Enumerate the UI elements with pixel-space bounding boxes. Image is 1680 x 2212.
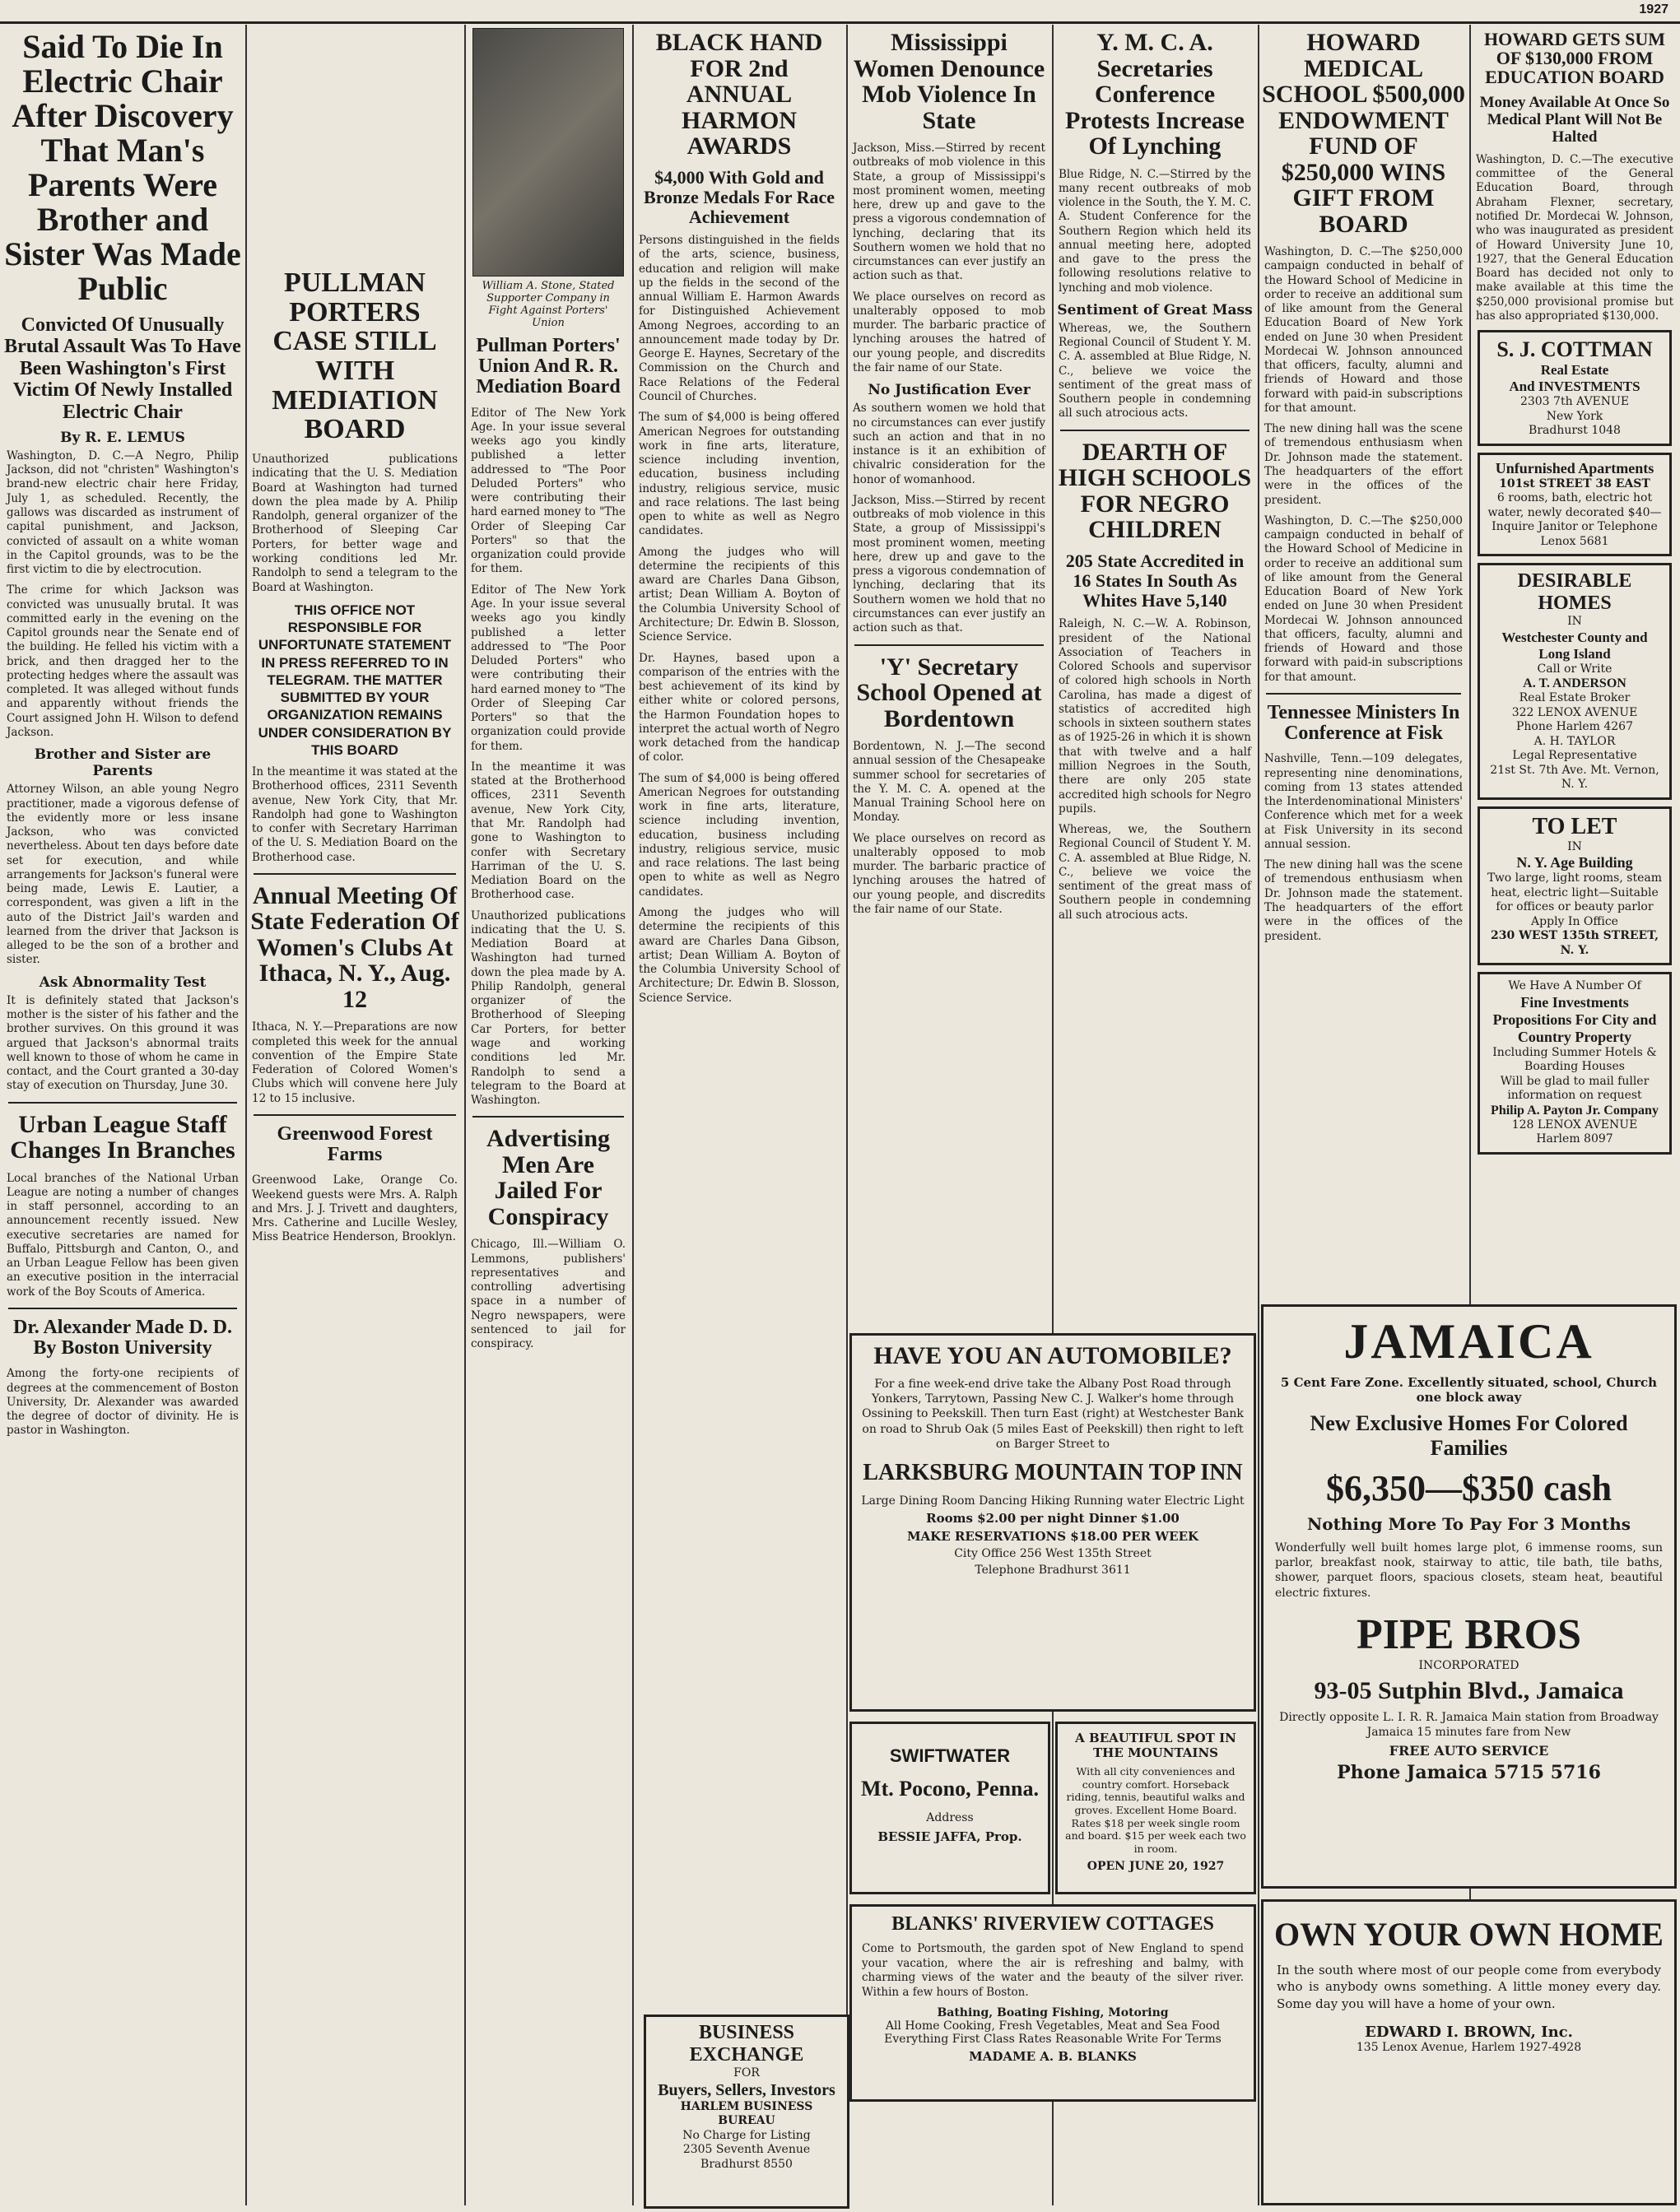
article-paragraph: Greenwood Lake, Orange Co. Weekend guests were Mrs. A. Ralph and Mrs. J. J. Trivett and daughters, Mrs. Catherine and Lucille Wesley, Miss Beatrice Henderson, Brooklyn. [252, 1173, 458, 1244]
article-paragraph: Editor of The New York Age. In your issue several weeks ago you kindly published a letter addressed to "The Poor Deluded Porters" who were contributing their hard earned money to "The Order of Sleeping Car Porters" so that the organization could provide for them. [471, 406, 626, 576]
ad-cottman [1478, 330, 1672, 446]
article-paragraph: Jackson, Miss.—Stirred by recent outbreaks of mob violence in this State, a group of Mississippi's most prominent women, meeting here, drew up and gave to the press a vigorous condemnation of lynching, declaring that its Southern women we hold that no circumstances can ever justify an action such as that. [853, 493, 1045, 635]
ad-line: A. H. TAYLOR [1533, 734, 1616, 748]
ad-title: A BEAUTIFUL SPOT IN THE MOUNTAINS [1075, 1731, 1236, 1760]
subhead: Brother and Sister are Parents [34, 746, 212, 780]
ad-line: No Charge for Listing [682, 2128, 811, 2142]
column-rule [1052, 25, 1054, 2205]
deck-high-schools: 205 State Accredited in 16 States In South As Whites Have 5,140 [1065, 550, 1245, 611]
ad-title: S. J. COTTMAN [1496, 337, 1653, 362]
page-date: 1927 [1639, 2, 1668, 16]
column-1 [3, 25, 242, 2205]
ad-line: FREE AUTO SERVICE [1389, 1743, 1549, 1759]
ad-line: 6 rooms, bath, electric hot water, newly decorated $40—Inquire Janitor or Telephone Lenox 5681 [1487, 491, 1662, 548]
ad-price: $6,350—$350 cash [1325, 1468, 1613, 1508]
ad-line: Address [926, 1811, 974, 1824]
ad-line: New York [1546, 409, 1603, 423]
article-paragraph: Editor of The New York Age. In your issue several weeks ago you kindly published a letter addressed to "The Poor Deluded Porters" who were contributing their hard earned money to "The Order of Sleeping Car Porters" so that the organization could provide for them. [471, 583, 626, 753]
ad-line: 135 Lenox Avenue, Harlem 1927-4928 [1356, 2040, 1582, 2054]
ad-swiftwater [849, 1722, 1050, 1894]
column-7 [1261, 25, 1466, 1292]
ad-line: A. T. ANDERSON [1523, 676, 1626, 691]
ad-line: Two large, light rooms, steam heat, electric light—Suitable for offices or beauty parlor [1487, 871, 1662, 914]
article-paragraph: The new dining hall was the scene of tremendous enthusiasm when Dr. Johnson made the statement. The headquarters of the effort were in the offices of the president. [1264, 858, 1463, 943]
article-paragraph: Ithaca, N. Y.—Preparations are now completed this week for the annual convention of the Empire State Federation of Colored Women's Clubs which will convene here July 12 to 15 inclusive. [252, 1020, 458, 1105]
article-paragraph: Unauthorized publications indicating that the U. S. Mediation Board at Washington had turned down the plea made by A. Philip Randolph, general organizer of the Brotherhood of Sleeping Car Porters, for better wage and working conditions led Mr. Randolph to send a telegram to the Board at Washington. [252, 453, 458, 594]
ad-inn-name: LARKSBURG MOUNTAIN TOP INN [863, 1459, 1243, 1485]
headline-advertising-men: Advertising Men Are Jailed For Conspiracy [486, 1125, 610, 1230]
ad-line: 5 Cent Fare Zone. Excellently situated, school, Church one block away [1280, 1375, 1658, 1405]
ad-title: TO LET [1532, 813, 1617, 839]
ad-line: MADAME A. B. BLANKS [969, 2049, 1137, 2065]
article-paragraph: It is definitely stated that Jackson's mother is the sister of his father and the brother survives. On this ground it was argued that Jackson's abnormal traits well known to those of whom he came in contact, and the Court granted a 30-day stay of execution on Thursday, June 30. [7, 993, 239, 1093]
ad-line: Real Estate [1540, 362, 1609, 379]
ad-line: Buyers, Sellers, Investors [658, 2080, 835, 2099]
article-paragraph: The sum of $4,000 is being offered American Negroes for outstanding work in fine arts, literature, science including invention, education, business including industry, religious service, music and race relations. The last being open to white as well as Negro candidates. [639, 411, 840, 538]
deck-howard: Money Available At Once So Medical Plant Will Not Be Halted [1479, 94, 1670, 146]
photo-caption: William A. Stone, Stated Supporter Company in Fight Against Porters' Union [482, 280, 615, 329]
divider [254, 1114, 456, 1116]
ad-line: Directly opposite L. I. R. R. Jamaica Main station from Broadway Jamaica 15 minutes fare from New [1279, 1710, 1659, 1739]
column-3 [468, 25, 629, 2205]
spacer [249, 25, 461, 263]
headline-tennessee-ministers: Tennessee Ministers In Conference at Fisk [1267, 701, 1460, 745]
article-paragraph: Among the judges who will determine the recipients of this award are Charles Dana Gibson, artist; Dean William A. Boyton of the Columbia University School of Architecture; Dr. Edwin B. Slosson, Science Service. [639, 906, 840, 1005]
ad-beautiful-spot [1055, 1722, 1256, 1894]
ad-line: HARLEM BUSINESS BUREAU [680, 2099, 813, 2127]
column-rule [245, 25, 247, 2205]
ad-line: All Home Cooking, Fresh Vegetables, Meat and Sea Food [885, 2019, 1221, 2033]
ad-line: Apply In Office [1531, 914, 1618, 928]
subhead: Ask Abnormality Test [39, 974, 207, 991]
ad-line: Phone Harlem 4267 [1516, 720, 1633, 734]
column-2 [249, 25, 461, 2205]
headline-urban-league: Urban League Staff Changes In Branches [10, 1110, 235, 1164]
ad-title: JAMAICA [1343, 1314, 1594, 1369]
ad-phone: Phone Jamaica 5715 5716 [1337, 1762, 1601, 1784]
column-6 [1055, 25, 1254, 1325]
article-paragraph: Dr. Haynes, based upon a comparison of the entries with the best achievement of its kind by either white or colored persons, the Harmon Foundation hopes to interpret the actual worth of Negro work detached from the handicap of color. [639, 651, 840, 764]
headline-pullman-mediation: PULLMAN PORTERS CASE STILL WITH MEDIATION BOARD [272, 267, 438, 445]
ad-line: FOR [733, 2066, 760, 2080]
ad-line: IN [1567, 839, 1582, 853]
divider [1266, 693, 1461, 695]
ad-investments [1478, 972, 1672, 1155]
ad-line: 230 WEST 135th STREET, N. Y. [1491, 929, 1659, 957]
article-paragraph: In the meantime it was stated at the Brotherhood offices, 2311 Seventh avenue, New York City, that Mr. Randolph had gone to Washington to confer with Secretary Harriman of the U. S. Mediation Board on the Brotherhood case. [471, 760, 626, 902]
ad-line: We Have A Number Of [1508, 979, 1641, 993]
ad-line: Bathing, Boating Fishing, Motoring [937, 2006, 1169, 2020]
ad-line: 322 LENOX AVENUE [1511, 705, 1638, 719]
ad-desirable-homes [1478, 563, 1672, 800]
article-paragraph: The crime for which Jackson was convicted was unusually brutal. It was committed early in the evening on the Capitol grounds near the Senate end of the building. He felled his victim with a brick, and then dragged her to the protecting hedges where the assault was completed. It was alleged without funds and apparently without friends the Court assigned John H. Wilson to defend Jackson. [7, 583, 239, 739]
divider [472, 1116, 624, 1118]
article-paragraph: Washington, D. C.—The $250,000 campaign conducted in behalf of the Howard School of Medicine in order to receive an additional sum of like amount from the General Education Board of New York ended on June 30 when President Mordecai W. Johnson announced that officers, faculty, alumni and friends of Howard and those forward with paid-in subscriptions for that amount. [1264, 245, 1463, 415]
article-paragraph: Unauthorized publications indicating that the U. S. Mediation Board at Washington had turned down the plea made by A. Philip Randolph, general organizer of the Brotherhood of Sleeping Car Porters, for better wage and working conditions led Mr. Randolph to send a telegram to the Board at Washington. [471, 908, 626, 1108]
headline-y-secretary: 'Y' Secretary School Opened at Bordentown [856, 653, 1042, 732]
ad-line: Large Dining Room Dancing Hiking Running water Electric Light [861, 1494, 1245, 1508]
telegram-text: THIS OFFICE NOT RESPONSIBLE FOR UNFORTUNATE STATEMENT IN PRESS REFERRED TO IN TELEGRAM. THE MATTER SUBMITTED BY YOUR ORGANIZATION REMAINS UNDER CONSIDERATION BY THIS BOARD [258, 602, 452, 758]
ad-line: Bradhurst 1048 [1529, 424, 1621, 438]
column-rule [1258, 25, 1259, 2205]
article-paragraph: Washington, D. C.—The $250,000 campaign conducted in behalf of the Howard School of Medicine in order to receive an additional sum of like amount from the General Education Board of New York ended on June 30 when President Mordecai W. Johnson announced that officers, faculty, alumni and friends of Howard and those forward with paid-in subscriptions for that amount. [1264, 514, 1463, 684]
headline-mississippi-women: Mississippi Women Denounce Mob Violence In State [853, 29, 1045, 134]
divider [1060, 430, 1250, 431]
article-paragraph: Among the judges who will determine the recipients of this award are Charles Dana Gibson, artist; Dean William A. Boyton of the Columbia University School of Architecture; Dr. Edwin B. Slosson, Science Service. [639, 545, 840, 644]
portrait-photo [472, 28, 624, 276]
ad-business-exchange [644, 2014, 849, 2209]
ad-title: SWIFTWATER [889, 1745, 1011, 1766]
subhead: Sentiment of Great Mass [1057, 301, 1253, 318]
column-rule [846, 25, 848, 2205]
ad-line: Including Summer Hotels & Boarding Houses [1492, 1045, 1657, 1074]
headline-harmon-awards: BLACK HAND FOR 2nd ANNUAL HARMON AWARDS [655, 29, 823, 160]
column-4 [635, 25, 843, 2205]
masthead-strip [0, 0, 1680, 24]
ad-line: Call or Write [1537, 662, 1613, 676]
ad-title: Unfurnished Apartments [1495, 459, 1654, 476]
ad-line: Harlem 8097 [1536, 1132, 1613, 1146]
headline-ymca-lynching: Y. M. C. A. Secretaries Conference Protests Increase Of Lynching [1065, 29, 1245, 160]
ad-line: Bradhurst 8550 [700, 2157, 793, 2171]
ad-title: Fine Investments Propositions For City and Country Property [1492, 993, 1657, 1045]
ad-line: New Exclusive Homes For Colored Families [1310, 1411, 1628, 1460]
headline-howard-medical: HOWARD MEDICAL SCHOOL $500,000 ENDOWMENT FUND OF $250,000 WINS GIFT FROM BOARD [1262, 29, 1465, 238]
article-paragraph: Whereas, we, the Southern Regional Council of Student Y. M. C. A. assembled at Blue Ridge, N. C., believe we voice the sentiment of the great mass of Southern people in condemning all such atrocious acts. [1059, 823, 1251, 922]
article-paragraph: In the meantime it was stated at the Brotherhood offices, 2311 Seventh avenue, New York City, that Mr. Randolph had gone to Washington to confer with Secretary Harriman of the U. S. Mediation Board on the Brotherhood case. [252, 765, 458, 864]
ad-line: 2303 7th AVENUE [1519, 395, 1630, 409]
ad-line: Rooms $2.00 per night Dinner $1.00 [926, 1510, 1180, 1526]
article-paragraph: Raleigh, N. C.—W. A. Robinson, president of the National Association of Teachers in Colored Schools and supervisor of colored high schools in North Carolina, has made a digest of statistics of accredited high schools in sixteen southern states as of 1925-26 in which it is shown that with twelve and a half million Negroes in the South, there are only 205 state accredited high schools for Negro pupils. [1059, 617, 1251, 816]
column-rule [464, 25, 466, 2205]
ad-line: City Office 256 West 135th Street [954, 1546, 1152, 1560]
article-paragraph: Blue Ridge, N. C.—Stirred by the many recent outbreaks of mob violence in the South, the Y. M. C. A. Student Conference for the Southern Region which held its annual meeting here, adopted and gave to the press the following resolutions relative to lynching and mob violence. [1059, 167, 1251, 295]
ad-text: For a fine week-end drive take the Albany Post Road through Yonkers, Tarrytown, Passing New C. J. Walker's home through Ossining to Peekskill. Then turn East (right) at Westchester Bank on road to Shrub Oak (5 miles East of Peekskill) then right to left on Barger Street to [862, 1378, 1244, 1451]
ad-title: BUSINESS EXCHANGE [689, 2022, 804, 2066]
ad-line: And INVESTMENTS [1509, 379, 1640, 395]
headline-womens-clubs: Annual Meeting Of State Federation Of Women's Clubs At Ithaca, N. Y., Aug. 12 [250, 881, 459, 1013]
column-8 [1473, 25, 1677, 1292]
article-paragraph: Nashville, Tenn.—109 delegates, representing nine denominations, coming from 13 states attended the Interdenominational Ministers' Conference which met for a week at Fisk University in its second annual session. [1264, 752, 1463, 851]
deck-harmon: $4,000 With Gold and Bronze Medals For Race Achievement [644, 166, 835, 227]
article-paragraph: Washington, D. C.—A Negro, Philip Jackson, did not "christen" Washington's brand-new electric chair here Friday, July 1, as scheduled. Recently, the gallows was discarded as instrument of capital punishment, and Jackson, convicted of assault on a white woman in the Capitol grounds, was to be the first victim to die by electrocution. [7, 448, 239, 577]
byline: By R. E. LEMUS [60, 429, 185, 446]
ad-title: DESIRABLE HOMES [1517, 570, 1632, 615]
divider [854, 644, 1044, 646]
ad-line: IN [1567, 615, 1582, 629]
ad-title: OWN YOUR OWN HOME [1274, 1916, 1664, 1953]
ad-blanks-cottages [849, 1904, 1256, 2102]
article-paragraph: The new dining hall was the scene of tremendous enthusiasm when Dr. Johnson made the statement. The headquarters of the effort were in the offices of the president. [1264, 422, 1463, 507]
article-paragraph: Attorney Wilson, an able young Negro practitioner, made a vigorous defense of the evidently more or less insane Jackson, who was convicted nevertheless. About ten days before date set for execution, and while arrangements for Jackson's funeral were being made, Lewis E. Lautier, a correspondent, was given a lift in the auto of the District Jail's warden and learned from the driver that Jackson is alleged to be the son of a brother and sister. [7, 783, 239, 967]
ad-line: Mt. Pocono, Penna. [861, 1777, 1039, 1801]
ad-line: Westchester County and Long Island [1501, 629, 1648, 662]
divider [8, 1102, 237, 1104]
article-paragraph: Among the forty-one recipients of degrees at the commencement of Boston University, Dr. Alexander was awarded the degree of doctor of divinity. He is pastor in Washington. [7, 1367, 239, 1438]
headline-electric-chair: Said To Die In Electric Chair After Discovery That Man's Parents Were Brother and Sister Was Made Public [4, 28, 241, 307]
ad-line: 101st STREET 38 EAST [1499, 476, 1650, 490]
ad-firm: PIPE BROS [1356, 1610, 1582, 1658]
ad-apartments [1478, 453, 1672, 557]
ad-to-let [1478, 806, 1672, 966]
ad-line: Legal Representative [1512, 749, 1637, 763]
article-paragraph: Chicago, Ill.—William O. Lemmons, publishers' representatives and controlling advertising space in a number of Negro newspapers, were sentenced to jail for conspiracy. [471, 1238, 626, 1351]
headline-pullman-union: Pullman Porters' Union And R. R. Mediation Board [476, 335, 621, 398]
subhead: No Justification Ever [868, 382, 1031, 399]
headline-dr-alexander: Dr. Alexander Made D. D. By Boston University [13, 1316, 232, 1359]
headline-high-schools: DEARTH OF HIGH SCHOOLS FOR NEGRO CHILDREN [1058, 438, 1252, 544]
ad-line: N. Y. Age Building [1516, 854, 1633, 871]
ad-line: MAKE RESERVATIONS $18.00 PER WEEK [906, 1528, 1199, 1544]
ad-name: EDWARD I. BROWN, Inc. [1365, 2023, 1573, 2041]
ad-title: HAVE YOU AN AUTOMOBILE? [873, 1342, 1232, 1369]
ad-jamaica [1261, 1304, 1677, 1889]
ad-line: 21st St. 7th Ave. Mt. Vernon, N. Y. [1490, 763, 1659, 792]
deck-electric-chair: Convicted Of Unusually Brutal Assault Was To Have Been Washington's First Victim Of Newly Installed Electric Chair [4, 314, 241, 423]
ad-line: 2305 Seventh Avenue [682, 2143, 811, 2156]
ad-line: BESSIE JAFFA, Prop. [877, 1829, 1022, 1844]
article-paragraph: The sum of $4,000 is being offered American Negroes for outstanding work in fine arts, literature, science including invention, education, business including industry, religious service, music and race relations. The last being open to white as well as Negro candidates. [639, 771, 840, 899]
article-paragraph: We place ourselves on record as unalterably opposed to mob murder. The barbaric practice of lynching arouses the hatred of our young people, and discredits the fair name of our State. [853, 831, 1045, 916]
ad-own-home [1261, 1899, 1677, 2205]
article-paragraph: Whereas, we, the Southern Regional Council of Student Y. M. C. A. assembled at Blue Ridge, N. C., believe we voice the sentiment of the great mass of Southern people in condemning all such atrocious acts. [1059, 321, 1251, 421]
ad-address: 93-05 Sutphin Blvd., Jamaica [1314, 1676, 1624, 1704]
article-paragraph: As southern women we hold that no circumstances can ever justify such an action and that in no instance is it an exhibition of chivalric consideration for the honor of womanhood. [853, 402, 1045, 486]
article-paragraph: Jackson, Miss.—Stirred by recent outbreaks of mob violence in this State, a group of Mississippi's most prominent women, meeting here, drew up and gave to the press a vigorous condemnation of lynching, declaring that its Southern women we hold that no circumstances can ever justify an action such as that. [853, 142, 1045, 283]
divider [8, 1308, 237, 1309]
article-paragraph: We place ourselves on record as unalterably opposed to mob murder. The barbaric practice of lynching arouses the hatred of our young people, and discredits the fair name of our State. [853, 290, 1045, 374]
ad-line: Telephone Bradhurst 3611 [975, 1563, 1131, 1577]
ad-line: OPEN JUNE 20, 1927 [1087, 1860, 1225, 1874]
article-paragraph: Bordentown, N. J.—The second annual session of the Chesapeake summer school for secretaries of the Y. M. C. A. opened at the Manual Training School here on Monday. [853, 740, 1045, 825]
article-paragraph: Persons distinguished in the fields of the arts, science, business, education and religion will make up the fields in the second of the annual William E. Harmon Awards for Distinguished Achievement Among Negroes, according to an announcement made today by Dr. George E. Haynes, Secretary of the Commission on the Church and Race Relations of the Federal Council of Churches. [639, 234, 840, 403]
ad-text: In the south where most of our people come from everybody who is anybody owns something. A little money every day. Some day you will have a home of your own. [1277, 1963, 1661, 2011]
ad-line: Philip A. Payton Jr. Company [1491, 1103, 1659, 1118]
ad-title: BLANKS' RIVERVIEW COTTAGES [891, 1913, 1214, 1935]
ad-line: INCORPORATED [1418, 1658, 1519, 1672]
ad-text: Wonderfully well built homes large plot, 6 immense rooms, sun parlor, breakfast nook, stairway to attic, tile bath, tile baths, shower, parquet floors, spacious closets, steam heat, beautiful electric fixtures. [1275, 1541, 1663, 1600]
ad-line: Nothing More To Pay For 3 Months [1306, 1514, 1631, 1534]
ad-line: Everything First Class Rates Reasonable Write For Terms [884, 2033, 1222, 2047]
ad-automobile [849, 1333, 1256, 1712]
ad-text: With all city conveniences and country comfort. Horseback riding, tennis, beautiful walks and groves. Excellent Home Board. Rates $18 per week single room and board. $15 per week each two in room. [1065, 1765, 1246, 1855]
column-rule [632, 25, 634, 2205]
ad-line: 128 LENOX AVENUE [1511, 1118, 1638, 1132]
article-paragraph: Washington, D. C.—The executive committee of the General Education Board, through Abraham Flexner, secretary, notified Dr. Mordecai W. Johnson, who was inaugurated as president of Howard University June 10, 1927, that the General Education Board has decided not only to make available at this time the $250,000 provisional promise but has also appropriated $130,000. [1476, 152, 1673, 323]
ad-line: Will be glad to mail fuller information on request [1500, 1074, 1650, 1103]
column-5 [849, 25, 1049, 1325]
article-paragraph: Local branches of the National Urban League are noting a number of changes in staff personnel, according to an announcement recently issued. New executive secretaries are named for Buffalo, Pittsburgh and Canton, O., and an Urban League Fellow has been given an executive position in the interracial work of the Boy Scouts of America. [7, 1171, 239, 1299]
divider [254, 873, 456, 875]
ad-text: Come to Portsmouth, the garden spot of New England to spend your vacation, where the air is refreshing and balmy, with charming views of the water and the beauty of the silver river. Within a few hours of Boston. [862, 1942, 1244, 1999]
headline-howard-gets-sum: HOWARD GETS SUM OF $130,000 FROM EDUCATION BOARD [1483, 29, 1666, 88]
ad-line: Real Estate Broker [1519, 691, 1631, 705]
headline-greenwood: Greenwood Forest Farms [277, 1122, 433, 1166]
